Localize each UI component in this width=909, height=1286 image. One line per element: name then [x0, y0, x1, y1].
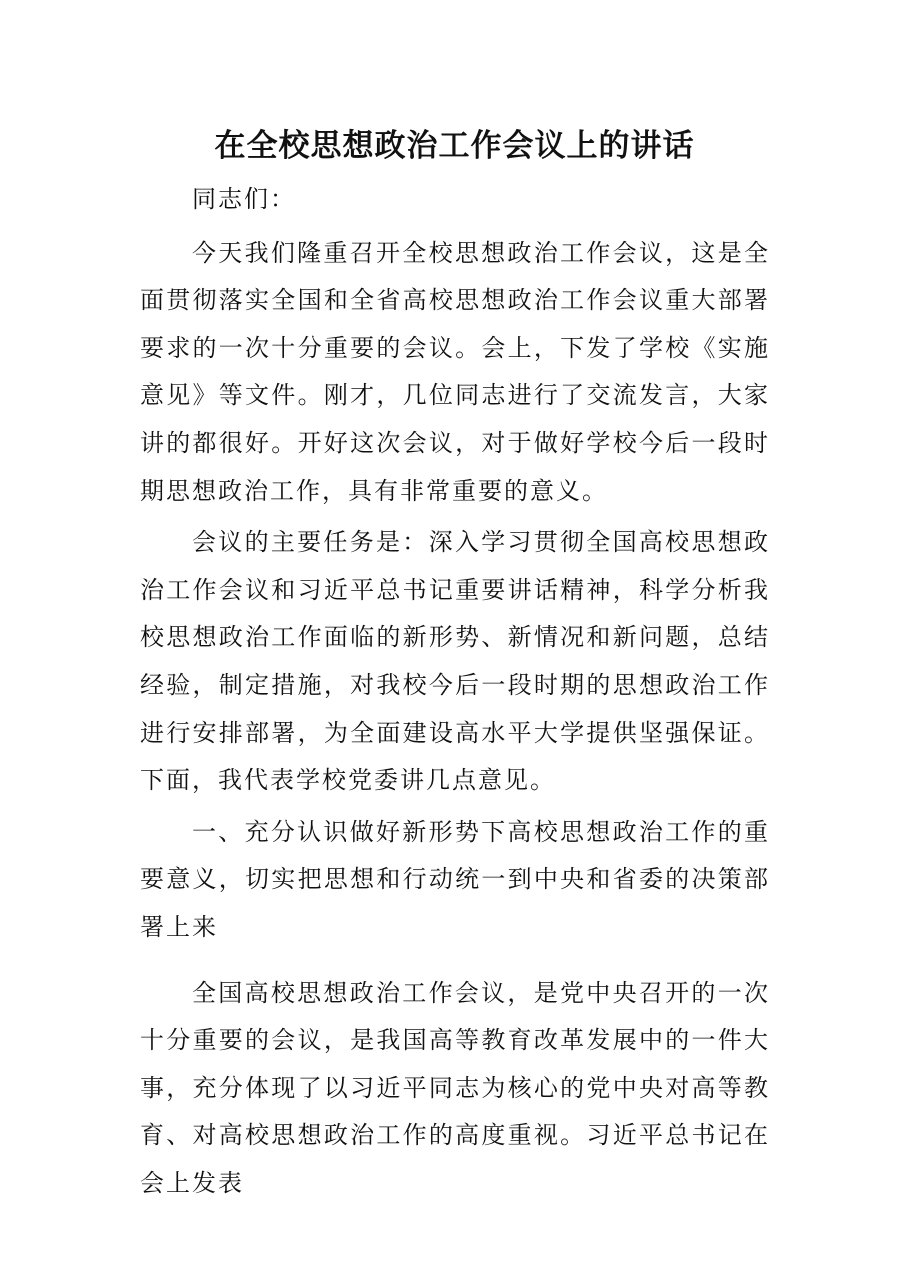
greeting: 同志们：	[192, 185, 296, 213]
paragraph-opening: 今天我们隆重召开全校思想政治工作会议，这是全面贯彻落实全国和全省高校思想政治工作会议重大部署要求的一次十分重要的会议。会上，下发了学校《实施意见》等文件。刚才，几位同志进行了交流发言，大家讲的都很好。开好这次会议，对于做好学校今后一段时期思想政治工作，具有非常重要的意义。	[140, 238, 770, 505]
section-heading-1: 一、充分认识做好新形势下高校思想政治工作的重要意义，切实把思想和行动统一到中央和省委的决策部署上来	[140, 817, 770, 941]
document-title: 在全校思想政治工作会议上的讲话	[214, 128, 695, 164]
paragraph-main-tasks: 会议的主要任务是：深入学习贯彻全国高校思想政治工作会议和习近平总书记重要讲话精神，科学分析我校思想政治工作面临的新形势、新情况和新问题，总结经验，制定措施，对我校今后一段时期的思想政治工作进行安排部署，为全面建设高水平大学提供坚强保证。下面，我代表学校党委讲几点意见。	[140, 528, 770, 795]
document-body	[140, 152, 770, 1207]
paragraph-national-conference: 全国高校思想政治工作会议，是党中央召开的一次十分重要的会议，是我国高等教育改革发展中的一件大事，充分体现了以习近平同志为核心的党中央对高等教育、对高校思想政治工作的高度重视。习近平总书记在会上发表	[140, 978, 770, 1197]
